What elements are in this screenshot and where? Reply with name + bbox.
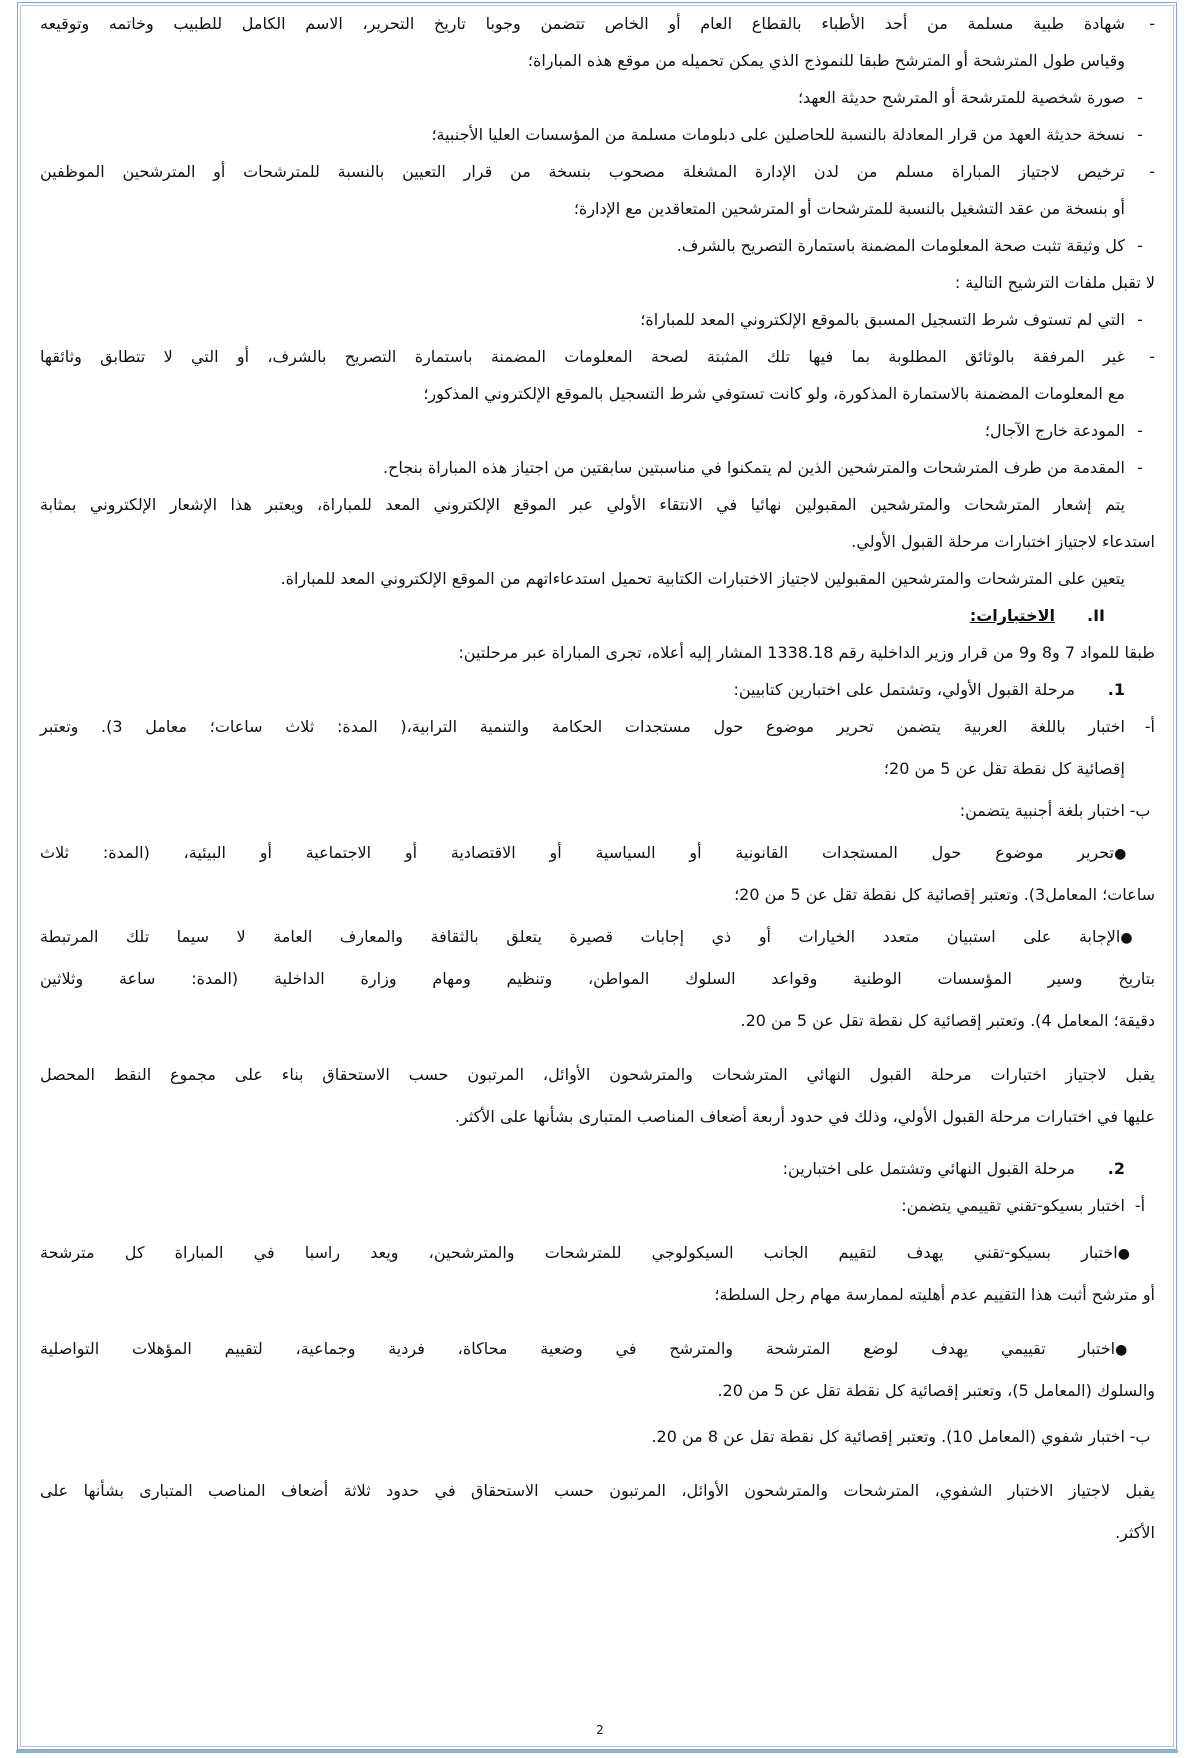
- list-item-medical-certificate: [40, 5, 1155, 42]
- list-item-text: اختبار باللغة العربية يتضمن تحرير موضوع حول مستجدات الحكامة والتنمية الترابية،( المدة: ثلاث ساعات؛ معامل 3). وتعتبر: [40, 717, 1125, 736]
- list-item-authorization: [40, 153, 1155, 190]
- list-marker: ب-: [1129, 1427, 1151, 1446]
- stage1-heading: [733, 671, 1125, 708]
- list-item-text: صورة شخصية للمترشحة أو المترشح حديثة العهد؛: [797, 88, 1125, 107]
- oral-admission-line2: الأكثر.: [1115, 1523, 1155, 1542]
- list-item-text: نسخة حديثة العهد من قرار المعادلة بالنسبة للحاصلين على دبلومات مسلمة من المؤسسات العليا الأجنبية؛: [431, 125, 1125, 144]
- bullet-icon: ●: [1117, 1246, 1156, 1262]
- list-item-continuation: أو بنسخة من عقد التشغيل بالنسبة للمترشحات أو المترشحين المتعاقدين مع الإدارة؛: [573, 199, 1125, 218]
- list-item-text: اختبار شفوي (المعامل 10). وتعتبر إقصائية كل نقطة تقل عن 8 من 20.: [651, 1427, 1125, 1446]
- stage2-test-b: [651, 1418, 1155, 1455]
- list-marker: -: [1149, 14, 1155, 33]
- stage1-admission-line2: عليها في اختبارات مرحلة القبول الأولي، وذلك في حدود أربعة أضعاف المناصب المتبارى بشأنها على الأكثر.: [454, 1107, 1155, 1126]
- list-item-text: ترخيص لاجتياز المباراة مسلم من لدن الإدارة المشغلة مصحوب بنسخة من قرار التعيين بالنسبة للمترشحات أو المترشحين الموظفين: [40, 162, 1125, 181]
- list-item-text: اختبار بسيكو-تقني يهدف لتقييم الجانب السيكولوجي للمترشحات والمترشحين، ويعد راسبا في المباراة كل مترشحة: [40, 1243, 1118, 1262]
- list-item-photo: [798, 79, 1155, 116]
- list-marker: -: [1137, 125, 1143, 144]
- list-item-honor-document: [677, 227, 1155, 264]
- rejected-item-late: [985, 412, 1155, 449]
- list-item-text: تحرير موضوع حول المستجدات القانونية أو السياسية أو الاقتصادية أو الاجتماعية أو البيئية، (المدة: ثلاث: [40, 843, 1115, 862]
- bullet-icon: ●: [1114, 846, 1156, 862]
- list-marker: -: [1137, 458, 1143, 477]
- section-number: II.: [1087, 606, 1105, 625]
- notification-paragraph-line1: يتم إشعار المترشحات والمترشحين المقبولين نهائيا في الانتقاء الأولي عبر الموقع الإلكتروني المعد للمباراة، ويعتبر هذا الإشعار الإلكتروني بمثابة: [40, 495, 1125, 514]
- list-marker: أ-: [1144, 717, 1155, 736]
- stage-number: 1.: [1107, 680, 1125, 699]
- bullet-icon: ●: [1120, 930, 1155, 946]
- oral-admission-line1: يقبل لاجتياز الاختبار الشفوي، المترشحات والمترشحون الأوائل، المرتبون حسب الاستحقاق في حدود ثلاثة أضعاف المناصب المتبارى بشأنها على: [40, 1481, 1155, 1500]
- list-item-text: غير المرفقة بالوثائق المطلوبة بما فيها تلك المثبتة لصحة المعلومات المضمنة باستمارة التصريح بالشرف، أو التي لا تتطابق وثائقها: [40, 347, 1125, 366]
- list-item-continuation: مع المعلومات المضمنة بالاستمارة المذكورة، ولو كانت تستوفي شرط التسجيل بالموقع الإلكتروني المذكور؛: [423, 384, 1125, 403]
- rejected-heading: لا تقبل ملفات الترشيح التالية :: [954, 273, 1155, 292]
- list-item-continuation: دقيقة؛ المعامل 4). وتعتبر إقصائية كل نقطة تقل عن 5 من 20.: [740, 1011, 1155, 1030]
- list-marker: أ-: [1134, 1196, 1146, 1215]
- list-item-text: اختبار بلغة أجنبية يتضمن:: [959, 801, 1125, 820]
- bullet-icon: ●: [1115, 1342, 1156, 1358]
- rejected-item-missing-docs: [40, 338, 1155, 375]
- rejected-item-no-registration: [640, 301, 1155, 338]
- list-marker: -: [1149, 162, 1155, 181]
- stage2-heading: [783, 1150, 1125, 1187]
- list-item-continuation: بتاريخ وسير المؤسسات الوطنية وقواعد السلوك المواطن، وتنظيم ومهام وزارة الداخلية (المدة: ساعة وثلاثين: [40, 969, 1155, 988]
- list-item-continuation: والسلوك (المعامل 5)، وتعتبر إقصائية كل نقطة تقل عن 5 من 20.: [717, 1381, 1155, 1400]
- section-heading: [970, 597, 1105, 634]
- list-item-continuation: إقصائية كل نقطة تقل عن 5 من 20؛: [883, 759, 1125, 778]
- list-item-text: التي لم تستوف شرط التسجيل المسبق بالموقع الإلكتروني المعد للمباراة؛: [640, 310, 1125, 329]
- bullet-item-psychotechnical: [40, 1234, 1155, 1273]
- notification-paragraph-line2: استدعاء لاجتياز اختبارات مرحلة القبول الأولي.: [851, 532, 1155, 551]
- stage-title: مرحلة القبول النهائي وتشتمل على اختبارين:: [782, 1159, 1075, 1178]
- list-marker: -: [1137, 88, 1143, 107]
- stage1-test-b: [960, 792, 1155, 829]
- list-item-text: المقدمة من طرف المترشحات والمترشحين الذين لم يتمكنوا في مناسبتين سابقتين من اجتياز هذه المباراة بنجاح.: [382, 458, 1125, 477]
- list-item-text: كل وثيقة تثبت صحة المعلومات المضمنة باستمارة التصريح بالشرف.: [676, 236, 1125, 255]
- list-marker: -: [1137, 421, 1143, 440]
- download-paragraph: يتعين على المترشحات والمترشحين المقبولين لاجتياز الاختبارات الكتابية تحميل استدعاءاتهم من الموقع الإلكتروني المعد للمباراة.: [280, 569, 1125, 588]
- stage-title: مرحلة القبول الأولي، وتشتمل على اختبارين كتابيين:: [733, 680, 1075, 699]
- page-number: 2: [596, 1723, 604, 1737]
- list-marker: ب-: [1129, 801, 1151, 820]
- list-item-text: اختبار تقييمي يهدف لوضع المترشحة والمترشح في وضعية محاكاة، فردية وجماعية، لتقييم المؤهلات التواصلية: [40, 1339, 1116, 1358]
- list-marker: -: [1149, 347, 1155, 366]
- list-item-text: اختبار بسيكو-تقني تقييمي يتضمن:: [901, 1196, 1125, 1215]
- section-intro: طبقا للمواد 7 و8 و9 من قرار وزير الداخلية رقم 1338.18 المشار إليه أعلاه، تجرى المباراة عبر مرحلتين:: [458, 643, 1155, 662]
- list-item-equivalence: [431, 116, 1155, 153]
- section-title: الاختبارات:: [969, 606, 1055, 625]
- bullet-item-simulation: [40, 1330, 1155, 1369]
- stage1-admission-line1: يقبل لاجتياز اختبارات مرحلة القبول النهائي المترشحات والمترشحون الأوائل، المرتبون حسب الاستحقاق بناء على مجموع النقط المحصل: [40, 1065, 1155, 1084]
- bullet-item-questionnaire: [40, 918, 1155, 957]
- bullet-item-essay: [40, 834, 1155, 873]
- stage-number: 2.: [1107, 1159, 1125, 1178]
- list-marker: -: [1137, 310, 1143, 329]
- list-marker: -: [1137, 236, 1143, 255]
- list-item-text: الإجابة على استبيان متعدد الخيارات أو ذي إجابات قصيرة يتعلق بالثقافة والمعارف العامة لا سيما تلك المرتبطة: [40, 927, 1121, 946]
- stage2-test-a: [901, 1187, 1155, 1224]
- list-item-continuation: ساعات؛ المعامل3). وتعتبر إقصائية كل نقطة تقل عن 5 من 20؛: [734, 885, 1155, 904]
- rejected-item-previous-attempts: [383, 449, 1155, 486]
- list-item-continuation: وقياس طول المترشحة أو المترشح طبقا للنموذج الذي يمكن تحميله من موقع هذه المباراة؛: [527, 51, 1125, 70]
- list-item-text: شهادة طبية مسلمة من أحد الأطباء بالقطاع العام أو الخاص تتضمن وجوبا تاريخ التحرير، الاسم الكامل للطبيب وخاتمه وتوقيعه: [40, 14, 1125, 33]
- list-item-text: المودعة خارج الآجال؛: [984, 421, 1125, 440]
- stage1-test-a: [40, 708, 1155, 745]
- list-item-continuation: أو مترشح أثبت هذا التقييم عدم أهليته لممارسة مهام رجل السلطة؛: [714, 1285, 1155, 1304]
